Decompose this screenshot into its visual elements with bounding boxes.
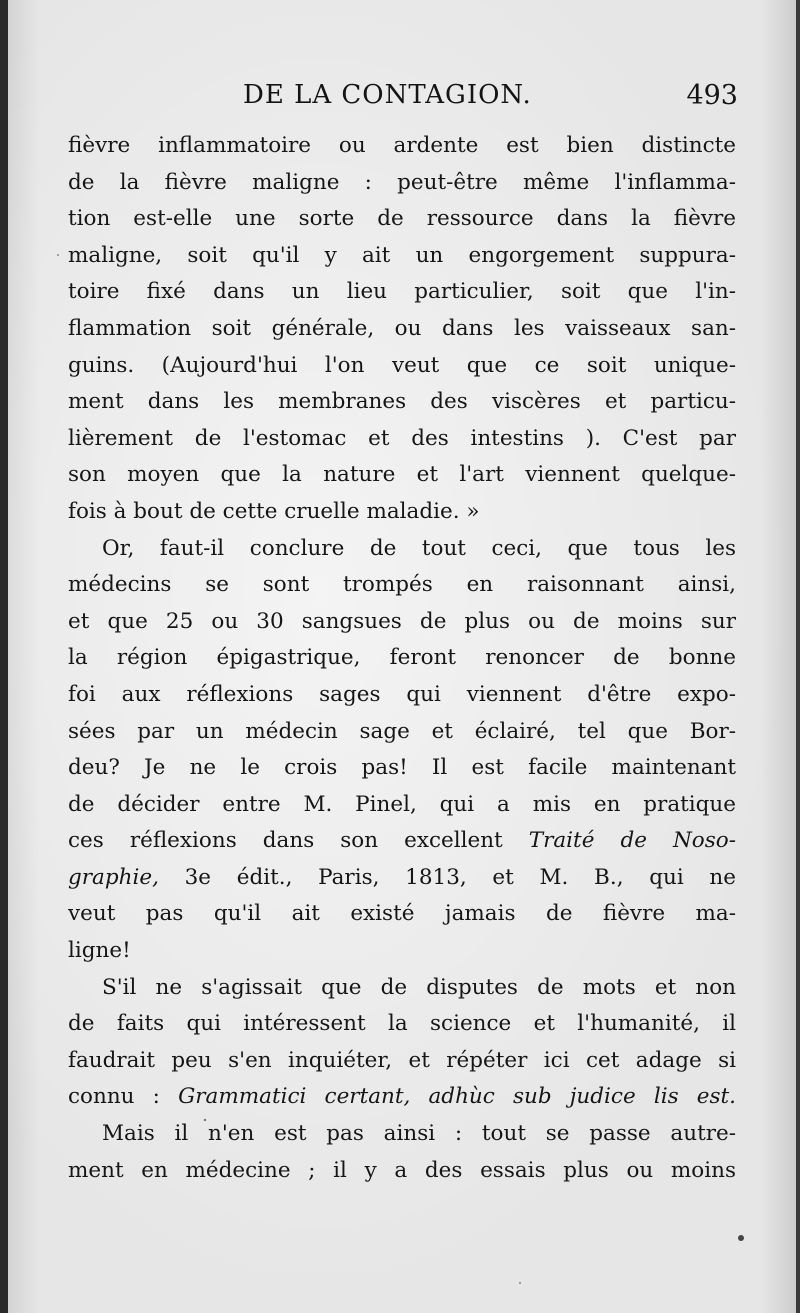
text-line: toire fixé dans un lieu particulier, soit que l'in- (68, 279, 736, 305)
body-text (68, 128, 736, 1189)
running-title: DE LA CONTAGION. (243, 80, 532, 110)
text-line: fièvre inflammatoire ou ardente est bien distincte (68, 133, 736, 158)
text-segment: 3e édit., Paris, 1813, et M. B., qui ne (184, 864, 736, 890)
text-line: deu? Je ne le crois pas! Il est facile maintenant (68, 755, 736, 781)
text-line: médecins se sont trompés en raisonnant ainsi, (68, 572, 736, 598)
text-line: faudrait peu s'en inquiéter, et répéter ici cet adage si (68, 1047, 736, 1073)
text-line: ligne! (68, 938, 131, 964)
text-line: la région épigastrique, feront renoncer de bonne (68, 645, 736, 671)
speck (519, 1282, 521, 1284)
text-line: et que 25 ou 30 sangsues de plus ou de moins sur (68, 608, 736, 634)
text-line: flammation soit générale, ou dans les vaisseaux san- (68, 315, 736, 341)
page-header (68, 80, 738, 120)
page-number: 493 (686, 80, 738, 111)
text-line: guins. (Aujourd'hui l'on veut que ce soit unique- (68, 352, 736, 378)
text-line (68, 823, 736, 860)
text-line: tion est-elle une sorte de ressource dans la fièvre (68, 206, 736, 232)
text-line: foi aux réflexions sages qui viennent d'être expo- (68, 681, 736, 707)
text-line: son moyen que la nature et l'art viennent quelque- (68, 462, 736, 488)
speck (738, 1235, 744, 1241)
text-segment: ces réflexions dans son excellent (68, 828, 503, 854)
text-line (68, 860, 736, 897)
paragraph-start-line: S'il ne s'agissait que de disputes de mots et non (102, 974, 736, 1000)
text-line: de faits qui intéressent la science et l'humanité, il (68, 1011, 736, 1037)
page-gutter-shadow (0, 0, 8, 1313)
text-line (68, 1079, 736, 1116)
paragraph-start-line: Mais il n'en est pas ainsi : tout se passe autre- (102, 1121, 736, 1147)
book-title-italic: Traité de Noso- (528, 828, 736, 854)
text-line: maligne, soit qu'il y ait un engorgement suppura- (68, 242, 736, 268)
text-line: ment dans les membranes des viscères et particu- (68, 389, 736, 415)
text-line: veut pas qu'il ait existé jamais de fièvre ma- (68, 901, 736, 927)
text-segment: connu : (68, 1084, 160, 1110)
book-title-italic-cont: graphie, (68, 864, 159, 890)
text-line: lièrement de l'estomac et des intestins ). C'est par (68, 425, 736, 451)
paragraph-start-line: Or, faut-il conclure de tout ceci, que tous les (102, 535, 736, 561)
text-line: ment en médecine ; il y a des essais plus ou moins (68, 1157, 736, 1183)
text-line: sées par un médecin sage et éclairé, tel que Bor- (68, 718, 736, 744)
page-edge-shadow (796, 0, 800, 1313)
text-line: fois à bout de cette cruelle maladie. » (68, 498, 480, 524)
text-line: de la fièvre maligne : peut-être même l'inflamma- (68, 169, 736, 195)
latin-quote-italic: Grammatici certant, adhùc sub judice lis est. (178, 1084, 736, 1110)
text-line: de décider entre M. Pinel, qui a mis en pratique (68, 791, 736, 817)
speck (57, 254, 59, 256)
